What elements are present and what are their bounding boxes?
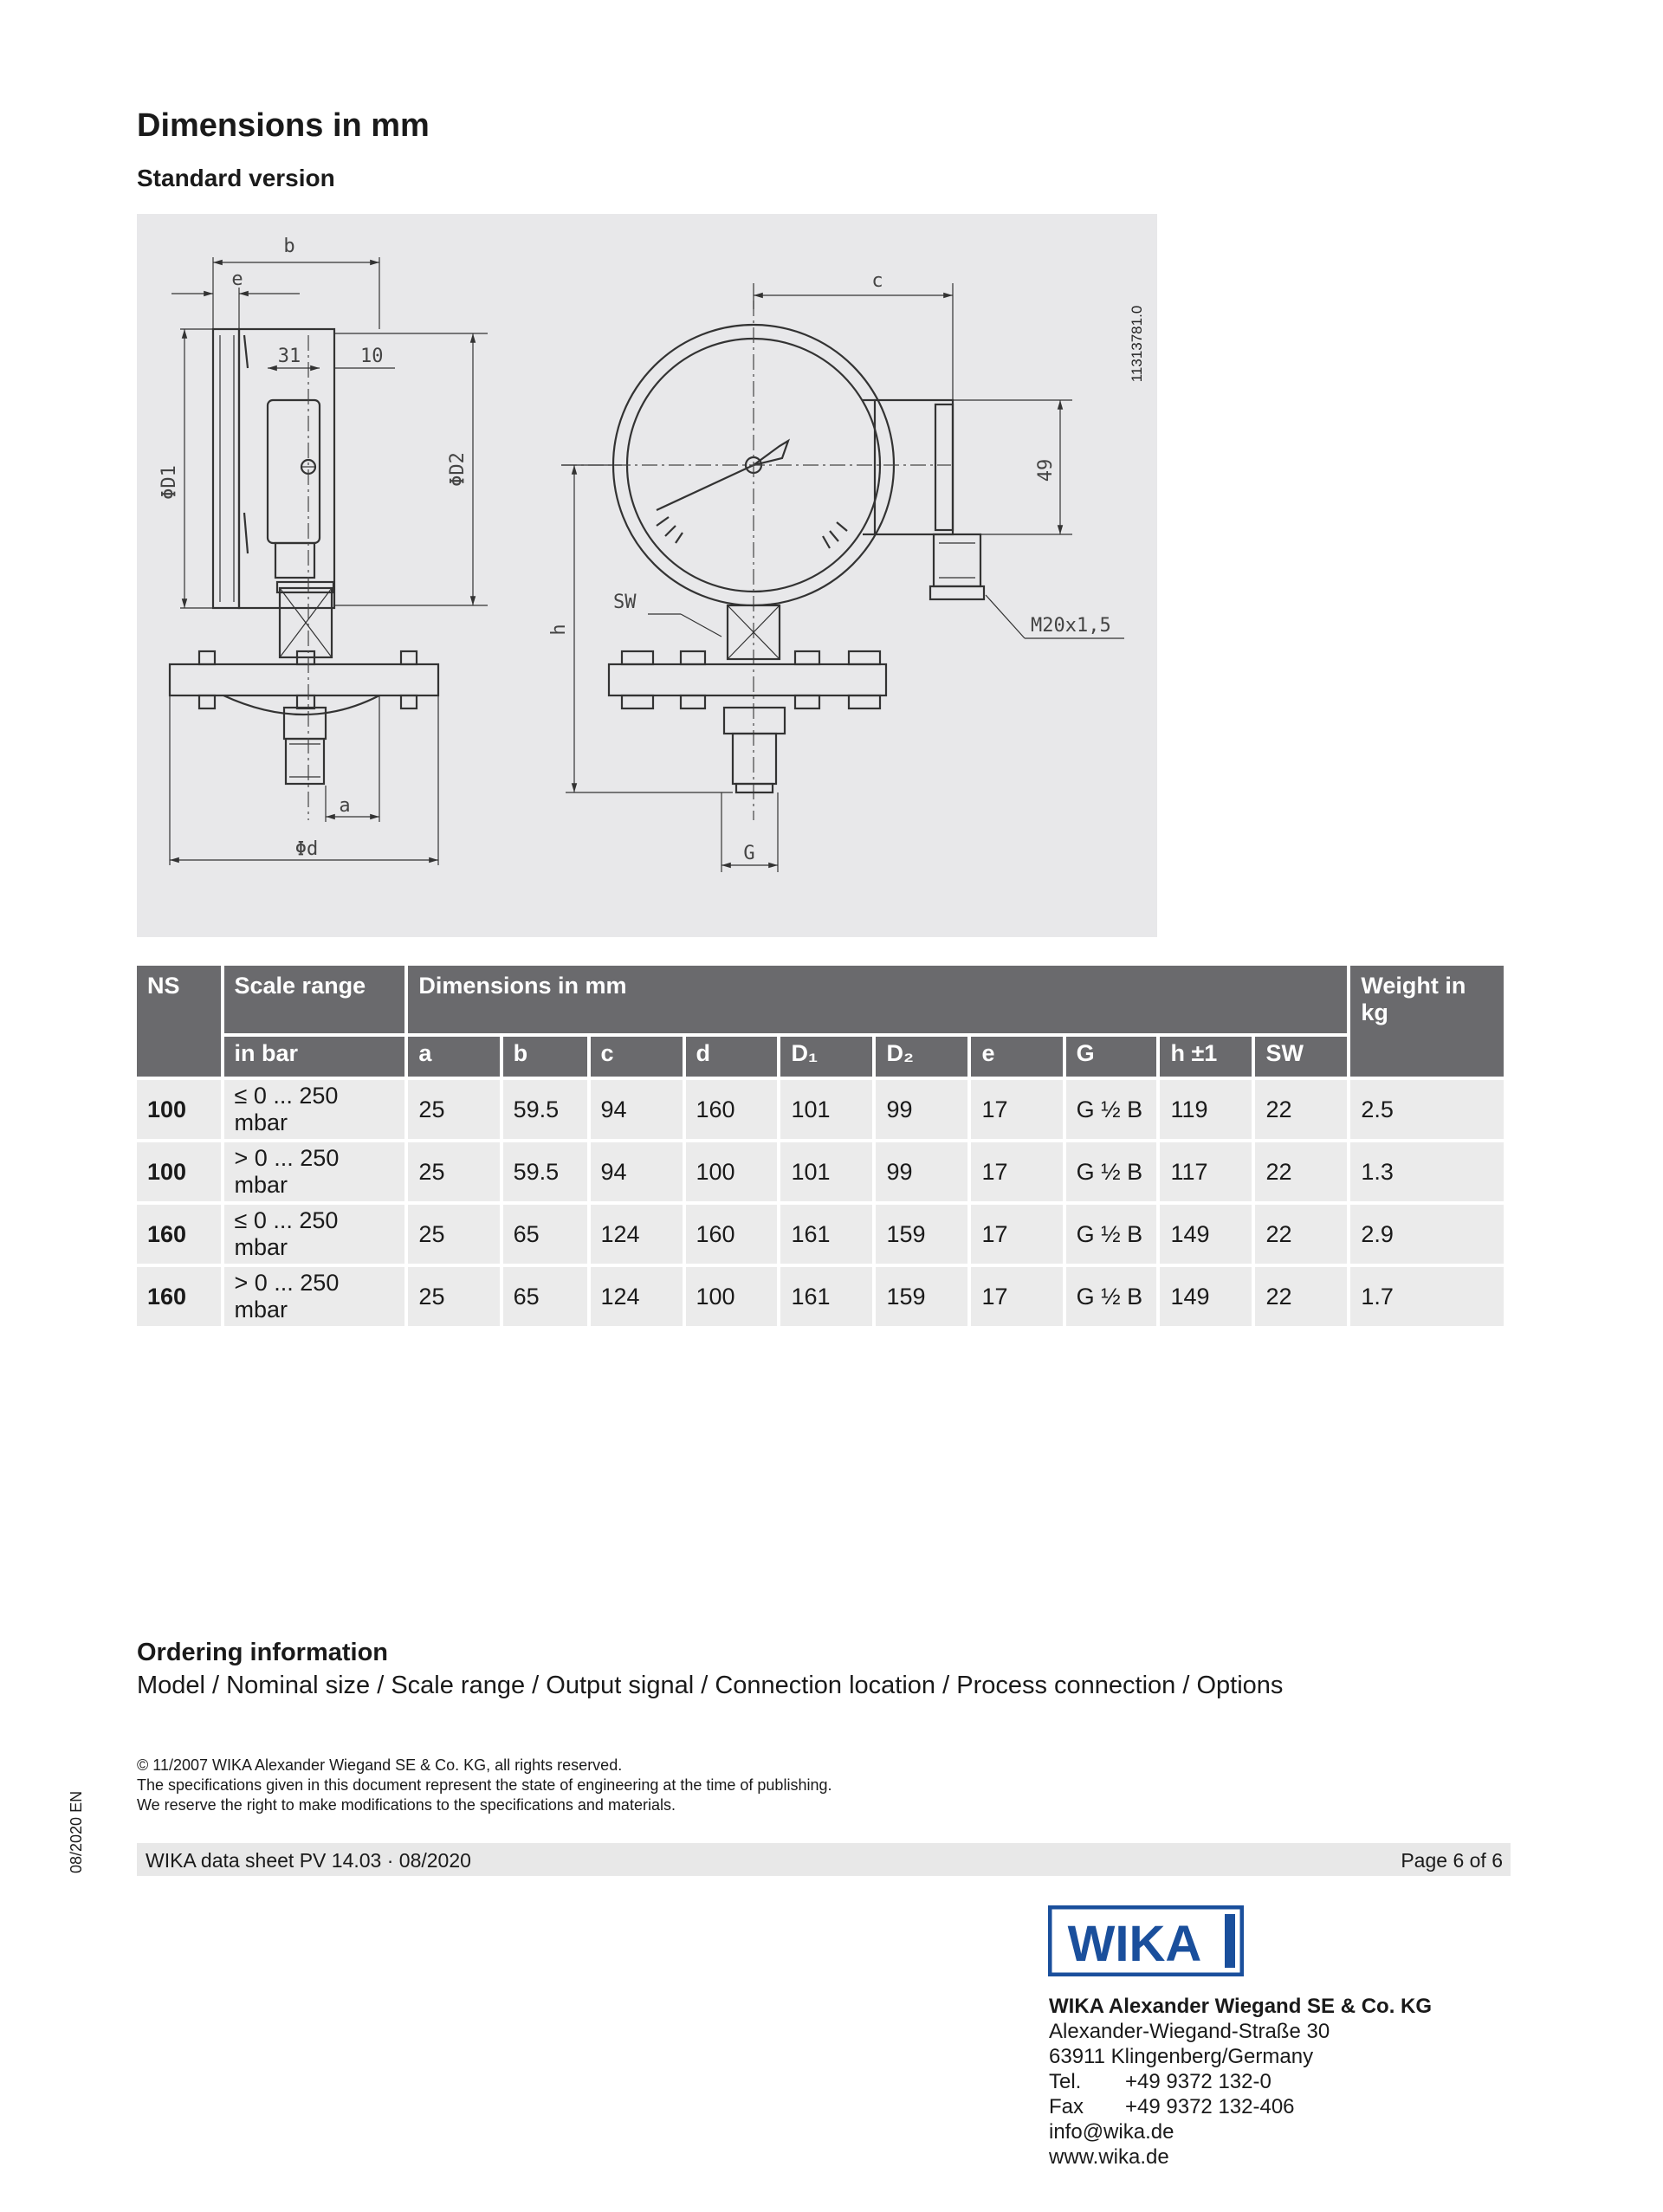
col-header-a: a — [408, 1037, 499, 1077]
table-row — [137, 1142, 1504, 1201]
table-row — [137, 1080, 1504, 1139]
cell-weight: 1.7 — [1350, 1267, 1504, 1326]
side-edition-date: 08/2020 EN — [68, 1790, 85, 1873]
col-header-h: h ±1 — [1160, 1037, 1252, 1077]
company-address — [1049, 1994, 1432, 2170]
page-title: Dimensions in mm — [137, 107, 430, 144]
table-row — [137, 1267, 1504, 1326]
cell-range: ≤ 0 ... 250 mbar — [224, 1205, 405, 1264]
cell-range: ≤ 0 ... 250 mbar — [224, 1080, 405, 1139]
cell-SW: 22 — [1255, 1142, 1347, 1201]
table-subheader-row — [137, 1037, 1504, 1077]
legal-line: We reserve the right to make modifications to the specifications and materials. — [137, 1796, 676, 1814]
dim-label-G: G — [743, 843, 755, 864]
company-city: 63911 Klingenberg/Germany — [1049, 2045, 1314, 2068]
cell-SW: 22 — [1255, 1080, 1347, 1139]
cell-D1: 161 — [780, 1267, 872, 1326]
section-subtitle: Standard version — [137, 165, 335, 191]
company-street: Alexander-Wiegand-Straße 30 — [1049, 2020, 1330, 2043]
cell-h: 149 — [1160, 1267, 1252, 1326]
col-header-c: c — [591, 1037, 683, 1077]
cell-a: 25 — [408, 1205, 499, 1264]
col-header-e: e — [971, 1037, 1062, 1077]
col-header-in-bar: in bar — [224, 1037, 405, 1077]
cell-c: 94 — [591, 1080, 683, 1139]
legal-notice — [137, 1756, 832, 1815]
dim-label-e: e — [231, 268, 243, 290]
col-header-G: G — [1066, 1037, 1157, 1077]
company-tel-row — [1049, 2069, 1432, 2094]
col-header-d: d — [686, 1037, 778, 1077]
cell-ns: 160 — [137, 1267, 221, 1326]
cell-G: G ½ B — [1066, 1267, 1157, 1326]
cell-a: 25 — [408, 1267, 499, 1326]
cell-c: 94 — [591, 1142, 683, 1201]
cell-e: 17 — [971, 1205, 1062, 1264]
cell-D1: 101 — [780, 1080, 872, 1139]
company-fax-row — [1049, 2094, 1432, 2119]
cell-G: G ½ B — [1066, 1080, 1157, 1139]
footer-datasheet-ref: WIKA data sheet PV 14.03 · 08/2020 — [146, 1849, 471, 1872]
cell-G: G ½ B — [1066, 1205, 1157, 1264]
cell-a: 25 — [408, 1142, 499, 1201]
cell-d: 160 — [686, 1080, 778, 1139]
dim-label-D1: ΦD1 — [159, 465, 180, 500]
dim-label-D2: ΦD2 — [447, 452, 469, 487]
cell-h: 149 — [1160, 1205, 1252, 1264]
side-view — [159, 236, 488, 865]
company-name: WIKA Alexander Wiegand SE & Co. KG — [1049, 1995, 1433, 2018]
tel-label: Tel. — [1049, 2070, 1082, 2093]
cell-c: 124 — [591, 1267, 683, 1326]
company-website[interactable]: www.wika.de — [1049, 2145, 1169, 2169]
col-header-b: b — [503, 1037, 587, 1077]
cell-D2: 99 — [876, 1080, 967, 1139]
col-header-scale-range: Scale range — [224, 966, 405, 1033]
cell-D1: 161 — [780, 1205, 872, 1264]
cell-c: 124 — [591, 1205, 683, 1264]
cell-D2: 99 — [876, 1142, 967, 1201]
cell-e: 17 — [971, 1080, 1062, 1139]
cell-ns: 100 — [137, 1080, 221, 1139]
dimensions-table — [133, 962, 1507, 1329]
legal-line: The specifications given in this document represent the state of engineering at the time of publishing. — [137, 1776, 832, 1794]
cell-b: 59.5 — [503, 1080, 587, 1139]
dimension-drawing-svg — [137, 214, 1157, 937]
ordering-info-text: Model / Nominal size / Scale range / Output signal / Connection location / Process connection / Options — [137, 1672, 1284, 1699]
cell-d: 160 — [686, 1205, 778, 1264]
wika-logo-text: WIKA — [1067, 1916, 1202, 1972]
fax-label: Fax — [1049, 2095, 1084, 2118]
fax-value: +49 9372 132-406 — [1125, 2095, 1295, 2118]
dim-label-c: c — [871, 270, 883, 292]
col-header-ns: NS — [137, 966, 221, 1077]
cell-e: 17 — [971, 1142, 1062, 1201]
wika-logo — [1048, 1905, 1244, 1976]
col-header-dimensions: Dimensions in mm — [408, 966, 1347, 1033]
cell-d: 100 — [686, 1142, 778, 1201]
legal-line: © 11/2007 WIKA Alexander Wiegand SE & Co. KG, all rights reserved. — [137, 1756, 623, 1774]
cell-b: 59.5 — [503, 1142, 587, 1201]
table-header-row — [137, 966, 1504, 1033]
cell-range: > 0 ... 250 mbar — [224, 1142, 405, 1201]
cell-D1: 101 — [780, 1142, 872, 1201]
cell-h: 119 — [1160, 1080, 1252, 1139]
cell-SW: 22 — [1255, 1267, 1347, 1326]
cell-weight: 1.3 — [1350, 1142, 1504, 1201]
dim-label-31: 31 — [277, 346, 301, 367]
cell-SW: 22 — [1255, 1205, 1347, 1264]
technical-drawing — [137, 214, 1157, 937]
dim-label-b: b — [283, 236, 295, 257]
ordering-info-title: Ordering information — [137, 1639, 388, 1666]
dim-label-10: 10 — [360, 346, 384, 367]
footer-page-number: Page 6 of 6 — [1401, 1849, 1503, 1872]
cell-a: 25 — [408, 1080, 499, 1139]
cell-h: 117 — [1160, 1142, 1252, 1201]
cell-ns: 100 — [137, 1142, 221, 1201]
cell-d: 100 — [686, 1267, 778, 1326]
dim-label-d: Φd — [294, 838, 319, 860]
cell-D2: 159 — [876, 1267, 967, 1326]
dim-label-h: h — [548, 624, 570, 636]
col-header-weight: Weight in kg — [1350, 966, 1504, 1077]
dim-label-a: a — [339, 795, 351, 817]
cell-weight: 2.9 — [1350, 1205, 1504, 1264]
col-header-SW: SW — [1255, 1037, 1347, 1077]
front-view — [548, 270, 1124, 872]
dim-label-SW: SW — [613, 592, 637, 613]
cell-range: > 0 ... 250 mbar — [224, 1267, 405, 1326]
tel-value: +49 9372 132-0 — [1125, 2070, 1272, 2093]
dim-label-M20: M20x1,5 — [1031, 615, 1111, 637]
cell-e: 17 — [971, 1267, 1062, 1326]
cell-D2: 159 — [876, 1205, 967, 1264]
cell-weight: 2.5 — [1350, 1080, 1504, 1139]
cell-b: 65 — [503, 1267, 587, 1326]
company-email[interactable]: info@wika.de — [1049, 2120, 1174, 2144]
table-row — [137, 1205, 1504, 1264]
col-header-D2: D₂ — [876, 1037, 967, 1077]
drawing-ref-number: 11313781.0 — [1129, 305, 1145, 383]
cell-ns: 160 — [137, 1205, 221, 1264]
dim-label-49: 49 — [1035, 458, 1057, 482]
col-header-D1: D₁ — [780, 1037, 872, 1077]
cell-b: 65 — [503, 1205, 587, 1264]
cell-G: G ½ B — [1066, 1142, 1157, 1201]
